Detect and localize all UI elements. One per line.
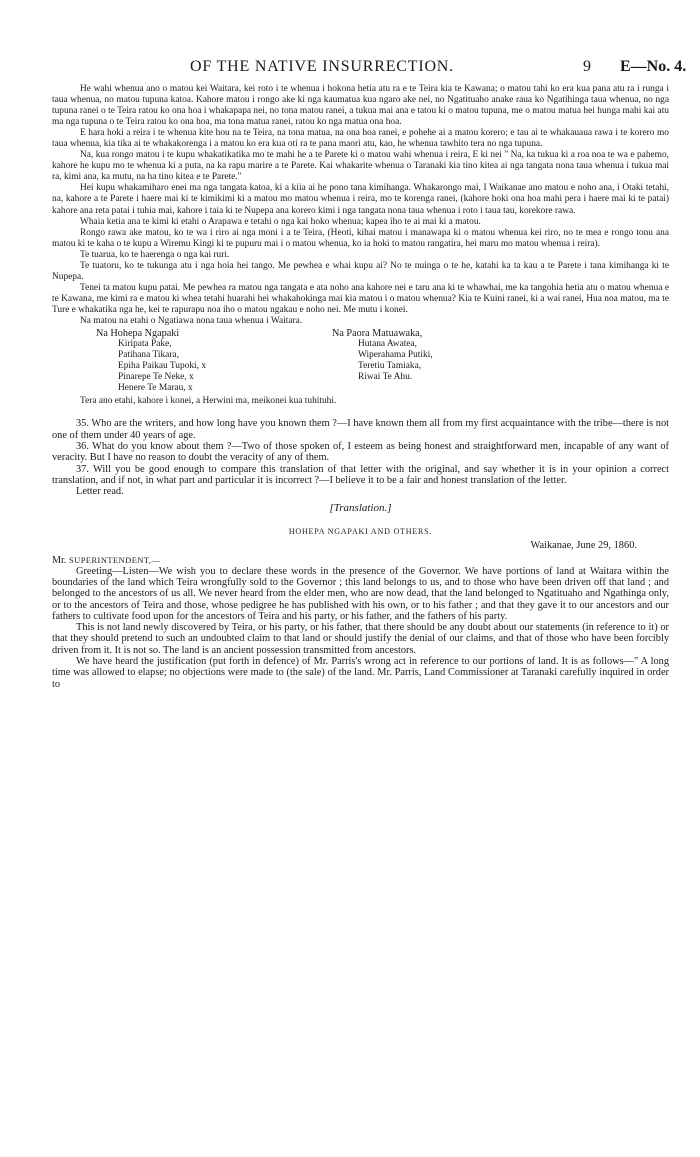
page-number: 9 (583, 58, 591, 75)
maori-letter (52, 84, 669, 407)
page-header (0, 58, 700, 76)
page-body (52, 84, 669, 690)
signatory: Kiripata Pake, (118, 339, 172, 350)
maori-paragraph: Te tuarua, ko te haerenga o nga kai ruri. (80, 249, 230, 260)
maori-paragraph: Na matou na etahi o Ngatiawa nona taua whenua i Waitara. (80, 315, 303, 326)
signatory: Na Paora Matuawaka, (332, 328, 423, 340)
header-title: OF THE NATIVE INSURRECTION. (190, 58, 454, 75)
signatory: Henere Te Marau, x (118, 383, 193, 394)
maori-paragraph: Te tuatoru, ko te tukunga atu i nga hoia hei tango. Me pewhea e whai kupu ai? No te nuinga o te he, katahi ka ta kau a te Parete i tana kimihanga ki te Nupepa. (52, 260, 669, 282)
question: 35. Who are the writers, and how long have you known them ?—I have known them all from my first acquaintance with the tribe—there is not one of them under 40 years of age. (52, 418, 669, 441)
translation-heading: HOHEPA NGAPAKI AND OTHERS. (288, 527, 433, 537)
signatories (52, 328, 669, 394)
signatory: Patihana Tikara, (118, 350, 179, 361)
maori-paragraph: Whaia ketia ana te kimi ki etahi o Arapawa e tetahi o nga kai hoko whenua; kapea iho te ai mai ki a matou. (80, 216, 481, 227)
salutation-title: SUPERINTENDENT,— (68, 555, 161, 565)
dateline: Waikanae, June 29, 1860. (530, 539, 637, 551)
maori-paragraph: He wahi whenua ano o matou kei Waitara, kei roto i te whenua i hokona hetia atu ra e te Teira kia te Kawana; o matou tahi ko era kua pana atu ra i runga i taua whenua, no matou tupuna katoa. Kahore matou i rongo ake ki nga kaumatua kua ngaro ake nei, no Ngatituaho anake raua ko Ngatihinga taua whenua, no nga tupuna ranei o te Teira ratou ko ona hoa i whakapapa nei, no tona matou ranei, a tukua mai ana e tatou ki o matou tupuna, me o matou matua hei hunga mahi kai atu ma nga tupuna o te Teira ratou ko ona hoa, ma tona matua ranei, ratou ko nga matua ona hoa. (52, 84, 669, 128)
maori-paragraph: Rongo rawa ake matou, ko te wa i riro ai nga moni i a te Teira, (Heoti, kihai matou i manawapa ki o matou whenua kei riro, no te mea e rongo tonu ana matou ki te kaha o te kupu a Wiremu Kingi ki te pupuru mai i o matou whenua, ko ia hoki to matou rangatira, hei maru mo matou whenua i reira). (52, 227, 669, 249)
signatory: Teretiu Tamiaka, (358, 361, 422, 372)
translation-paragraph: This is not land newly discovered by Teira, or his party, or his father, that there should be any doubt about our statements (in reference to it) or that they should pretend to such an undoubted claim to that land or should justify the denial of our claims, and that of those who have been forcibly driven from it. It is not so. The land is an ancient possession transmitted from ancestors. (52, 622, 669, 656)
questions-section (52, 418, 669, 497)
signatories-right-column (332, 328, 632, 394)
signatory: Epiha Paikau Tupoki, x (118, 361, 207, 372)
maori-paragraph: Hei kupu whakamiharo enei ma nga tangata katoa, ki a kiia ai he pono tana kimihanga. Whakarongo mai, I Waikanae ano matou e noho ana, i Otaki tetahi, na, kahore a te Parete i haere mai ki te kimikimi ki a matou mo matou whenua i reira, mo te korenga ranei, (kahore hoki ona hoa mahi pera i haere mai ki te patai) kahore ana reta patai i tuhia mai, kahore i taia ki te Nupepa ana korero kimi i nga tangata nona taua whenua i roto i taua tau, korekore rawa. (52, 183, 669, 216)
maori-paragraph: Tenei ta matou kupu patai. Me pewhea ra matou nga tangata e ata noho ana kahore nei e taru ana ki te whawhai, me ka tangohia hetia atu o matou whenua e te Kawana, me kimi ra e matou ki whea tetahi huarahi hei whakahokinga mai kia matou i o matou whenua? Kia te Kuini ranei, ki a wai ranei, Hua noa matou, ma te Ture e whakatika nga he, kei te rapurapu noa iho o matou ngakau e noho nei. Me mutu i konei. (52, 282, 669, 315)
document-reference: E—No. 4. (620, 58, 687, 75)
translation-label: [Translation.] (329, 502, 392, 515)
salutation (52, 555, 669, 566)
translation-paragraph: Greeting—Listen—We wish you to declare these words in the presence of the Governor. We have portions of land at Waitara within the boundaries of the land which Teira wrongfully sold to the Governor ; this land belongs to us, and to those who have been driven off that land ; and belonged to the ancestors of us all. We never heard from the elder men, who are now dead, that the land belonged to Ngatituaho and Ngathinga only, or to the ancestors of Teira and those, whose pedigree he has published with his own, or to his father ; and that they gave it to our ancestors and our fathers to cultivate food upon for the ancestors of Teira and his party, or his father, and the fathers of his party. (52, 565, 669, 622)
maori-paragraph: Na, kua rongo matou i te kupu whakatikatika mo te mahi he a te Parete ki o matou wahi whenua i reira, E ki nei " Na, ka tukua ki a roa noa te wa e pahemo, kahore he kupu mo te whenua ki a puta, na ka rapu marire a te Parete. Kai whakarite whenua o Taranaki kia tino kitea ai nga tangata nona taua whenua i tukua mai ra, kimi ana, ka mutu, na ha tino kitea e te Parete." (52, 150, 669, 183)
signatory: Wiperahama Putiki, (358, 350, 433, 361)
question: 37. Will you be good enough to compare this translation of that letter with the original, and say whether it is in your opinion a correct translation, and if not, in what part and particular it is incorrect ?—I believe it to be a fair and honest translation of the letter. (52, 463, 669, 486)
signatory: Pinarepe Te Neke, x (118, 372, 194, 383)
letter-read-note: Letter read. (76, 486, 124, 498)
signatory: Na Hohepa Ngapaki (96, 328, 180, 340)
signatory: Hutana Awatea, (358, 339, 418, 350)
salutation-prefix: Mr. (52, 554, 69, 566)
signatories-left-column (52, 328, 332, 394)
maori-paragraph: E hara hoki a reira i te whenua kite hou na te Teira, na tona matua, na ona hoa ranei, e pohehe ai a matou korero; e tau ai te whakauaua rawa i te korero mo taua whenua, kia tika ai te whakakorenga i a matou ko era kua oti ra te pana maori atu, kao, he whenua tawhito tera no nga tupuna. (52, 128, 669, 150)
translation-body (52, 566, 669, 690)
translation-paragraph: We have heard the justification (put forth in defence) of Mr. Parris's wrong act in reference to our portions of land. It is as follows—" A long time was allowed to elapse; no objections were made to (the sale) of the land. Mr. Parris, Land Commissioner at Taranaki carefully inquired in order to (52, 656, 669, 690)
letter-closing: Tera ano etahi, kahore i konei, a Herwini ma, meikonei kua tuhituhi. (80, 396, 337, 407)
signatory: Riwai Te Ahu. (358, 372, 413, 383)
question: 36. What do you know about them ?—Two of those spoken of, I esteem as being honest and straightforward men, incapable of any want of veracity. But I have no reason to doubt the veracity of any of them. (52, 440, 669, 464)
